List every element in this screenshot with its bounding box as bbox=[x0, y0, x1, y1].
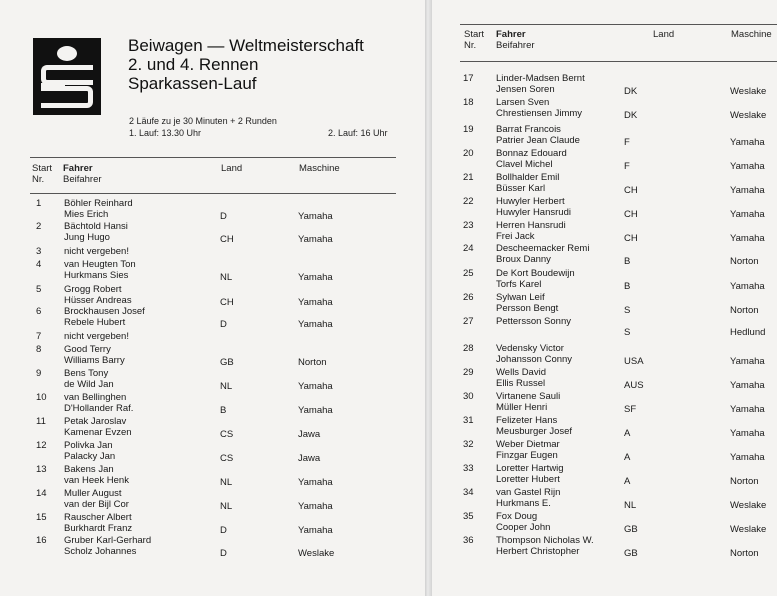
list-item bbox=[0, 344, 425, 368]
maschine-name: Yamaha bbox=[730, 185, 765, 196]
fahrer-name: Gruber Karl-Gerhard bbox=[64, 535, 152, 546]
title-line-1: Beiwagen — Weltmeisterschaft bbox=[128, 36, 364, 55]
maschine-name: Weslake bbox=[730, 500, 767, 511]
list-item bbox=[432, 220, 777, 244]
start-number: 16 bbox=[36, 535, 47, 546]
maschine-name: Yamaha bbox=[730, 428, 765, 439]
maschine-name: Norton bbox=[730, 256, 759, 267]
land-code: B bbox=[624, 281, 631, 292]
fahrer-name: Good Terry bbox=[64, 344, 111, 355]
beifahrer-name: Jensen Soren bbox=[496, 84, 555, 95]
list-item bbox=[0, 284, 425, 308]
start-number: 32 bbox=[463, 439, 474, 450]
fahrer-name: Rauscher Albert bbox=[64, 512, 132, 523]
list-item bbox=[432, 172, 777, 196]
beifahrer-name: de Wild Jan bbox=[64, 379, 114, 390]
list-item bbox=[432, 148, 777, 172]
land-code: D bbox=[220, 548, 227, 559]
fahrer-name: Barrat Francois bbox=[496, 124, 561, 135]
title-line-3: Sparkassen-Lauf bbox=[128, 74, 257, 93]
header-rule-bottom bbox=[460, 61, 777, 62]
list-item bbox=[432, 97, 777, 121]
fahrer-name: Weber Dietmar bbox=[496, 439, 560, 450]
list-item bbox=[432, 415, 777, 439]
fahrer-name: Bollhalder Emil bbox=[496, 172, 560, 183]
beifahrer-name: Hurkmans E. bbox=[496, 498, 551, 509]
maschine-name: Yamaha bbox=[730, 452, 765, 463]
start-number: 5 bbox=[36, 284, 42, 295]
beifahrer-name: Loretter Hubert bbox=[496, 474, 560, 485]
fahrer-name: van Gastel Rijn bbox=[496, 487, 561, 498]
fahrer-name: Felizeter Hans bbox=[496, 415, 558, 426]
beifahrer-name: Palacky Jan bbox=[64, 451, 116, 462]
fahrer-name: Böhler Reinhard bbox=[64, 198, 133, 209]
start-number: 30 bbox=[463, 391, 474, 402]
list-item bbox=[432, 463, 777, 487]
fahrer-name: Sylwan Leif bbox=[496, 292, 545, 303]
title-line-2: 2. und 4. Rennen bbox=[128, 55, 259, 74]
list-item bbox=[432, 487, 777, 511]
start-number: 18 bbox=[463, 97, 474, 108]
start-number: 7 bbox=[36, 331, 42, 342]
list-item bbox=[432, 243, 777, 267]
land-code: AUS bbox=[624, 380, 644, 391]
start-number: 27 bbox=[463, 316, 474, 327]
list-item bbox=[0, 368, 425, 392]
lauf1-time: 1. Lauf: 13.30 Uhr bbox=[129, 128, 202, 138]
beifahrer-name: Büsser Karl bbox=[496, 183, 546, 194]
maschine-name: Jawa bbox=[298, 453, 321, 464]
list-item bbox=[0, 416, 425, 440]
start-number: 1 bbox=[36, 198, 42, 209]
start-number: 6 bbox=[36, 306, 42, 317]
maschine-name: Weslake bbox=[730, 524, 767, 535]
start-number: 26 bbox=[463, 292, 474, 303]
maschine-name: Yamaha bbox=[730, 161, 765, 172]
maschine-name: Yamaha bbox=[298, 381, 333, 392]
start-number: 12 bbox=[36, 440, 47, 451]
maschine-name: Yamaha bbox=[730, 404, 765, 415]
land-code: NL bbox=[220, 272, 233, 283]
start-number: 21 bbox=[463, 172, 474, 183]
maschine-name: Norton bbox=[730, 476, 759, 487]
maschine-name: Yamaha bbox=[730, 281, 765, 292]
header-rule-top bbox=[460, 24, 777, 25]
land-code: A bbox=[624, 428, 631, 439]
land-code: USA bbox=[624, 356, 644, 367]
maschine-name: Yamaha bbox=[730, 233, 765, 244]
beifahrer-name: Chrestiensen Jimmy bbox=[496, 108, 583, 119]
land-code: DK bbox=[624, 110, 638, 121]
maschine-name: Yamaha bbox=[298, 477, 333, 488]
header-rule-bottom bbox=[30, 193, 396, 194]
land-code: A bbox=[624, 452, 631, 463]
fahrer-name: Loretter Hartwig bbox=[496, 463, 564, 474]
list-item bbox=[432, 367, 777, 391]
land-code: A bbox=[624, 476, 631, 487]
list-item bbox=[432, 439, 777, 463]
list-item bbox=[432, 124, 777, 148]
maschine-name: Yamaha bbox=[298, 525, 333, 536]
col-maschine: Maschine bbox=[299, 163, 340, 174]
start-number: 13 bbox=[36, 464, 47, 475]
land-code: CH bbox=[624, 209, 638, 220]
start-number: 31 bbox=[463, 415, 474, 426]
land-code: NL bbox=[220, 477, 233, 488]
land-code: CS bbox=[220, 429, 234, 440]
beifahrer-name: van der Bijl Cor bbox=[64, 499, 129, 510]
maschine-name: Yamaha bbox=[298, 272, 333, 283]
page-title bbox=[128, 36, 364, 93]
beifahrer-name: Frei Jack bbox=[496, 231, 535, 242]
beifahrer-name: Mies Erich bbox=[64, 209, 109, 220]
land-code: CH bbox=[220, 297, 234, 308]
list-item bbox=[0, 221, 425, 245]
list-item bbox=[0, 440, 425, 464]
list-item bbox=[0, 198, 425, 222]
start-number: 10 bbox=[36, 392, 47, 403]
fahrer-name: Petak Jaroslav bbox=[64, 416, 127, 427]
land-code: B bbox=[220, 405, 227, 416]
list-item bbox=[432, 391, 777, 415]
start-number: 14 bbox=[36, 488, 47, 499]
start-number: 4 bbox=[36, 259, 42, 270]
maschine-name: Weslake bbox=[730, 86, 767, 97]
sparkasse-logo bbox=[33, 38, 101, 115]
fahrer-name: Vedensky Victor bbox=[496, 343, 564, 354]
start-number: 34 bbox=[463, 487, 474, 498]
fahrer-name: Brockhausen Josef bbox=[64, 306, 145, 317]
start-number: 29 bbox=[463, 367, 474, 378]
beifahrer-name: van Heek Henk bbox=[64, 475, 129, 486]
beifahrer-name: Rebele Hubert bbox=[64, 317, 126, 328]
maschine-name: Jawa bbox=[298, 429, 321, 440]
land-code: CH bbox=[624, 233, 638, 244]
maschine-name: Yamaha bbox=[298, 297, 333, 308]
land-code: F bbox=[624, 137, 630, 148]
fahrer-name: Muller August bbox=[64, 488, 122, 499]
beifahrer-name: Williams Barry bbox=[64, 355, 125, 366]
fahrer-name: De Kort Boudewijn bbox=[496, 268, 575, 279]
fahrer-name: Grogg Robert bbox=[64, 284, 122, 295]
list-item bbox=[432, 535, 777, 559]
land-code: CS bbox=[220, 453, 234, 464]
maschine-name: Yamaha bbox=[730, 137, 765, 148]
maschine-name: Norton bbox=[730, 305, 759, 316]
fahrer-name: Descheemacker Remi bbox=[496, 243, 590, 254]
beifahrer-name: Burkhardt Franz bbox=[64, 523, 133, 534]
start-number: 35 bbox=[463, 511, 474, 522]
list-item bbox=[432, 268, 777, 292]
maschine-name: Yamaha bbox=[730, 356, 765, 367]
page-gutter bbox=[425, 0, 432, 596]
beifahrer-name: Ellis Russel bbox=[496, 378, 546, 389]
land-code: CH bbox=[220, 234, 234, 245]
lauf2-time: 2. Lauf: 16 Uhr bbox=[328, 128, 388, 138]
maschine-name: Norton bbox=[298, 357, 327, 368]
beifahrer-name: Hurkmans Sies bbox=[64, 270, 129, 281]
start-number: 22 bbox=[463, 196, 474, 207]
land-code: GB bbox=[624, 548, 638, 559]
start-number: 25 bbox=[463, 268, 474, 279]
beifahrer-name: Scholz Johannes bbox=[64, 546, 137, 557]
land-code: S bbox=[624, 305, 631, 316]
fahrer-name: nicht vergeben! bbox=[64, 331, 129, 342]
maschine-name: Yamaha bbox=[730, 209, 765, 220]
col-maschine: Maschine bbox=[731, 29, 772, 40]
maschine-name: Yamaha bbox=[298, 501, 333, 512]
start-number: 8 bbox=[36, 344, 42, 355]
beifahrer-name: Torfs Karel bbox=[496, 279, 542, 290]
fahrer-name: Bächtold Hansi bbox=[64, 221, 128, 232]
beifahrer-name: Patrier Jean Claude bbox=[496, 135, 580, 146]
start-number: 24 bbox=[463, 243, 474, 254]
fahrer-name: Linder-Madsen Bernt bbox=[496, 73, 585, 84]
land-code: SF bbox=[624, 404, 637, 415]
start-number: 3 bbox=[36, 246, 42, 257]
list-item bbox=[0, 488, 425, 512]
beifahrer-name: D'Hollander Raf. bbox=[64, 403, 134, 414]
start-number: 36 bbox=[463, 535, 474, 546]
maschine-name: Norton bbox=[730, 548, 759, 559]
list-item bbox=[0, 259, 425, 283]
land-code: GB bbox=[220, 357, 234, 368]
list-item bbox=[432, 292, 777, 316]
fahrer-name: van Heugten Ton bbox=[64, 259, 136, 270]
col-land: Land bbox=[653, 29, 675, 40]
fahrer-name: Wells David bbox=[496, 367, 546, 378]
fahrer-name: Pettersson Sonny bbox=[496, 316, 571, 327]
beifahrer-name: Hüsser Andreas bbox=[64, 295, 132, 306]
header-rule-top bbox=[30, 157, 396, 158]
beifahrer-name: Herbert Christopher bbox=[496, 546, 580, 557]
beifahrer-name: Johansson Conny bbox=[496, 354, 573, 365]
fahrer-name: Thompson Nicholas W. bbox=[496, 535, 594, 546]
beifahrer-name: Müller Henri bbox=[496, 402, 548, 413]
start-number: 9 bbox=[36, 368, 42, 379]
beifahrer-name: Finzgar Eugen bbox=[496, 450, 558, 461]
beifahrer-name: Meusburger Josef bbox=[496, 426, 573, 437]
fahrer-name: Herren Hansrudi bbox=[496, 220, 566, 231]
beifahrer-name: Persson Bengt bbox=[496, 303, 559, 314]
land-code: B bbox=[624, 256, 631, 267]
land-code: NL bbox=[624, 500, 637, 511]
col-fahrer: Fahrer Beifahrer bbox=[63, 163, 102, 185]
maschine-name: Yamaha bbox=[298, 211, 333, 222]
list-item bbox=[432, 196, 777, 220]
maschine-name: Yamaha bbox=[730, 380, 765, 391]
beifahrer-name: Cooper John bbox=[496, 522, 551, 533]
list-item bbox=[0, 392, 425, 416]
land-code: NL bbox=[220, 501, 233, 512]
land-code: GB bbox=[624, 524, 638, 535]
land-code: D bbox=[220, 211, 227, 222]
maschine-name: Yamaha bbox=[298, 234, 333, 245]
fahrer-name: Huwyler Herbert bbox=[496, 196, 565, 207]
maschine-name: Weslake bbox=[298, 548, 335, 559]
start-number: 15 bbox=[36, 512, 47, 523]
land-code: D bbox=[220, 319, 227, 330]
land-code: D bbox=[220, 525, 227, 536]
fahrer-name: Bens Tony bbox=[64, 368, 109, 379]
list-item bbox=[0, 306, 425, 330]
fahrer-name: nicht vergeben! bbox=[64, 246, 129, 257]
col-start: Start Nr. bbox=[32, 163, 53, 185]
beifahrer-name: Huwyler Hansrudi bbox=[496, 207, 571, 218]
land-code: DK bbox=[624, 86, 638, 97]
fahrer-name: Polivka Jan bbox=[64, 440, 113, 451]
land-code: CH bbox=[624, 185, 638, 196]
fahrer-name: Virtanene Sauli bbox=[496, 391, 561, 402]
list-item bbox=[432, 73, 777, 97]
beifahrer-name: Kamenar Evzen bbox=[64, 427, 132, 438]
start-number: 33 bbox=[463, 463, 474, 474]
start-number: 20 bbox=[463, 148, 474, 159]
start-number: 28 bbox=[463, 343, 474, 354]
list-item bbox=[432, 316, 777, 340]
beifahrer-name: Broux Danny bbox=[496, 254, 551, 265]
start-number: 17 bbox=[463, 73, 474, 84]
beifahrer-name: Jung Hugo bbox=[64, 232, 110, 243]
land-code: F bbox=[624, 161, 630, 172]
col-land: Land bbox=[221, 163, 243, 174]
fahrer-name: van Bellinghen bbox=[64, 392, 127, 403]
start-number: 2 bbox=[36, 221, 42, 232]
list-item bbox=[432, 343, 777, 367]
maschine-name: Hedlund bbox=[730, 327, 766, 338]
list-item bbox=[0, 512, 425, 536]
list-item bbox=[0, 535, 425, 559]
start-number: 11 bbox=[36, 416, 46, 427]
start-number: 23 bbox=[463, 220, 474, 231]
maschine-name: Yamaha bbox=[298, 319, 333, 330]
col-fahrer: Fahrer Beifahrer bbox=[496, 29, 535, 51]
fahrer-name: Bonnaz Edouard bbox=[496, 148, 567, 159]
list-item bbox=[432, 511, 777, 535]
maschine-name: Weslake bbox=[730, 110, 767, 121]
right-page bbox=[432, 0, 777, 596]
land-code: S bbox=[624, 327, 631, 338]
col-start: Start Nr. bbox=[464, 29, 485, 51]
fahrer-name: Fox Doug bbox=[496, 511, 538, 522]
schedule-text: 2 Läufe zu je 30 Minuten + 2 Runden bbox=[129, 116, 277, 126]
list-item bbox=[0, 464, 425, 488]
start-number: 19 bbox=[463, 124, 474, 135]
beifahrer-name: Clavel Michel bbox=[496, 159, 553, 170]
maschine-name: Yamaha bbox=[298, 405, 333, 416]
land-code: NL bbox=[220, 381, 233, 392]
fahrer-name: Larsen Sven bbox=[496, 97, 550, 108]
fahrer-name: Bakens Jan bbox=[64, 464, 114, 475]
